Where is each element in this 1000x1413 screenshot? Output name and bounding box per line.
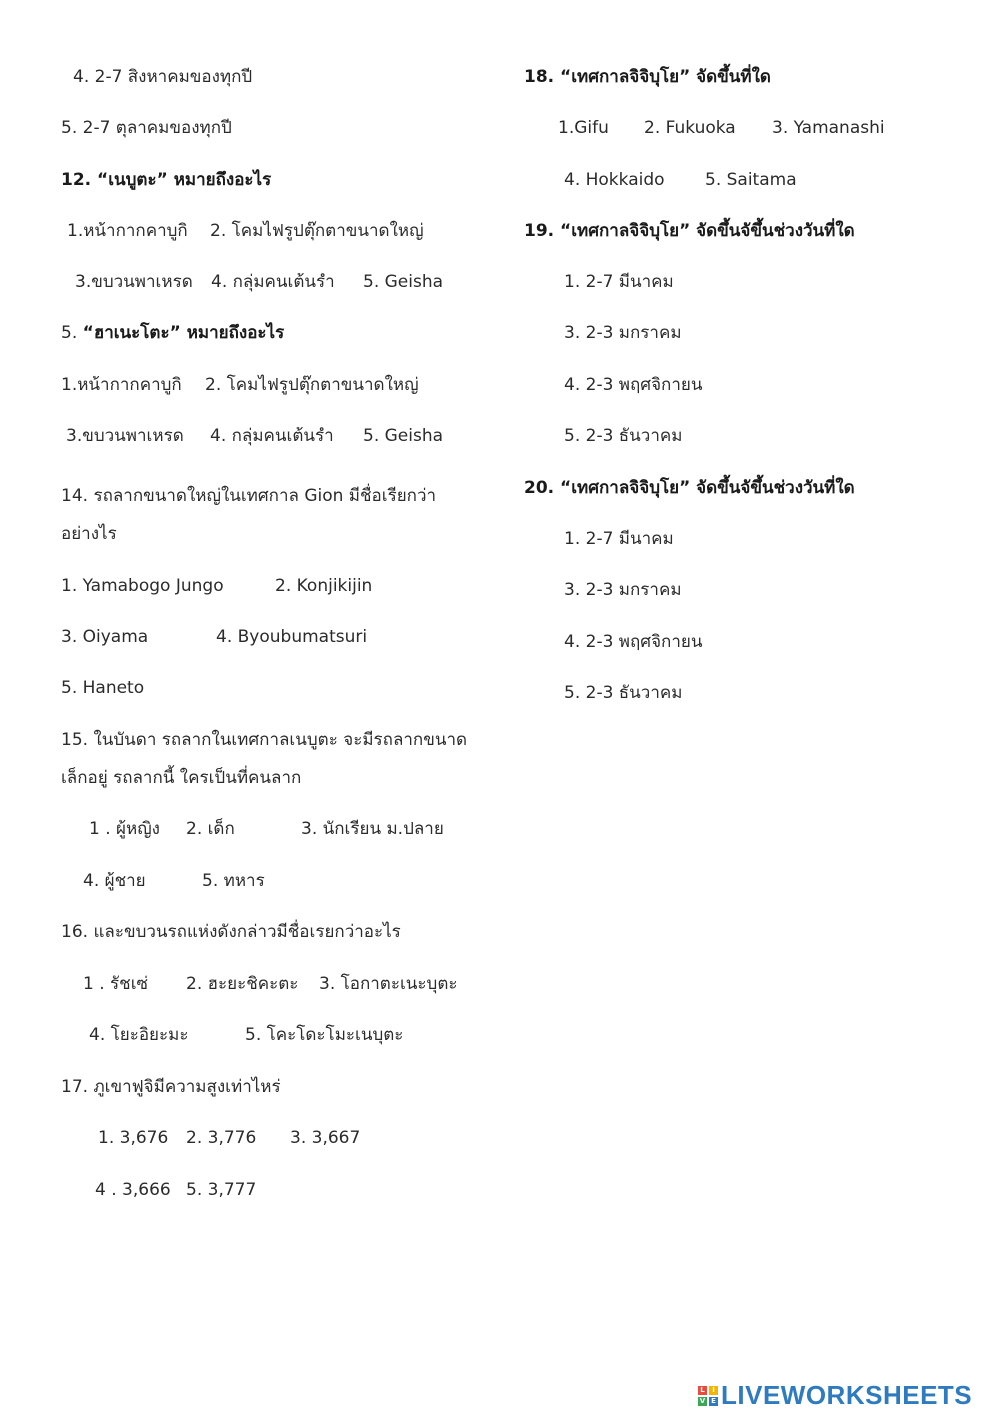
liveworksheets-logo[interactable] <box>698 1380 972 1411</box>
q20-option-1: 1. 2-7 มีนาคม <box>564 529 674 549</box>
q13-option-5: 5. Geisha <box>363 426 444 446</box>
q19-option-3: 3. 2-3 มกราคม <box>564 323 682 343</box>
q20-option-3: 3. 2-3 มกราคม <box>564 580 682 600</box>
q18-question: 18. “เทศกาลจิจิบุโย” จัดขึ้นที่ใด <box>524 67 771 87</box>
q17-option-4: 4 . 3,666 <box>95 1180 171 1200</box>
q18-option-2: 2. Fukuoka <box>644 118 736 138</box>
q15-option-5: 5. ทหาร <box>202 871 265 891</box>
q15-option-2: 2. เด็ก <box>186 819 235 839</box>
q14-option-2: 2. Konjikijin <box>275 576 373 596</box>
q16-option-5: 5. โคะโดะโมะเนบุตะ <box>245 1025 404 1045</box>
q13-option-4: 4. กลุ่มคนเต้นรำ <box>210 426 334 446</box>
q15-option-3: 3. นักเรียน ม.ปลาย <box>301 819 444 839</box>
q12-option-1: 1.หน้ากากคาบูกิ <box>67 221 188 241</box>
logo-letter-v: V <box>699 1396 706 1405</box>
q14-question-line-2: อย่างไร <box>61 524 117 544</box>
q20-option-4: 4. 2-3 พฤศจิกายน <box>564 632 703 652</box>
q12-option-5: 5. Geisha <box>363 272 444 292</box>
q20-question: 20. “เทศกาลจิจิบุโย” จัดขึ้นจัขึ้นช่วงวันที่ใด <box>524 478 855 498</box>
q18-option-4: 4. Hokkaido <box>564 170 665 190</box>
q14-option-4: 4. Byoubumatsuri <box>216 627 368 647</box>
logo-text: LIVEWORKSHEETS <box>721 1380 973 1410</box>
q13-option-3: 3.ขบวนพาเหรด <box>66 426 184 446</box>
q16-option-3: 3. โอกาตะเนะบุตะ <box>319 974 458 994</box>
q14-option-1: 1. Yamabogo Jungo <box>61 576 224 596</box>
q11-option-5: 5. 2-7 ตุลาคมของทุกปี <box>61 118 232 138</box>
q16-option-4: 4. โยะอิยะมะ <box>89 1025 189 1045</box>
q16-option-1: 1 . รัชเซ่ <box>83 974 149 994</box>
q16-option-2: 2. ฮะยะชิคะตะ <box>186 974 299 994</box>
logo-letter-l: L <box>698 1386 707 1395</box>
q19-question: 19. “เทศกาลจิจิบุโย” จัดขึ้นจัขึ้นช่วงวันที่ใด <box>524 221 855 241</box>
q14-question-line-1: 14. รถลากขนาดใหญ่ในเทศกาล Gion มีชื่อเรียกว่า <box>61 486 437 506</box>
q17-question: 17. ภูเขาฟูจิมีความสูงเท่าไหร่ <box>61 1077 281 1097</box>
q18-option-3: 3. Yamanashi <box>772 118 885 138</box>
q13-question-number: 5. <box>61 323 78 343</box>
q12-question: 12. “เนบูตะ” หมายถึงอะไร <box>61 170 272 190</box>
q19-option-4: 4. 2-3 พฤศจิกายน <box>564 375 703 395</box>
q17-option-3: 3. 3,667 <box>290 1128 361 1148</box>
q17-option-2: 2. 3,776 <box>186 1128 257 1148</box>
q12-option-4: 4. กลุ่มคนเต้นรำ <box>211 272 335 292</box>
q18-option-1: 1.Gifu <box>558 118 609 138</box>
logo-icon <box>698 1386 718 1406</box>
q15-question-line-2: เล็กอยู่ รถลากนี้ ใครเป็นที่คนลาก <box>61 768 302 788</box>
q17-option-1: 1. 3,676 <box>98 1128 169 1148</box>
q20-option-5: 5. 2-3 ธันวาคม <box>564 683 683 703</box>
q14-option-3: 3. Oiyama <box>61 627 149 647</box>
q19-option-1: 1. 2-7 มีนาคม <box>564 272 674 292</box>
q16-question: 16. และขบวนรถแห่งดังกล่าวมีชื่อเรยกว่าอะไร <box>61 922 401 942</box>
q13-question-text: “ฮาเนะโตะ” หมายถึงอะไร <box>82 323 285 343</box>
q11-option-4: 4. 2-7 สิงหาคมของทุกปี <box>73 67 253 87</box>
q12-option-2: 2. โคมไฟรูปตุ๊กตาขนาดใหญ่ <box>210 221 424 241</box>
q12-option-3: 3.ขบวนพาเหรด <box>75 272 193 292</box>
q15-option-4: 4. ผู้ชาย <box>83 871 146 891</box>
q19-option-5: 5. 2-3 ธันวาคม <box>564 426 683 446</box>
logo-letter-e: E <box>709 1397 718 1406</box>
q13-option-2: 2. โคมไฟรูปตุ๊กตาขนาดใหญ่ <box>205 375 419 395</box>
q13-option-1: 1.หน้ากากคาบูกิ <box>61 375 182 395</box>
q18-option-5: 5. Saitama <box>705 170 797 190</box>
q15-option-1: 1 . ผู้หญิง <box>89 819 160 839</box>
logo-letter-i: I <box>709 1386 718 1395</box>
q14-option-5: 5. Haneto <box>61 678 145 698</box>
q17-option-5: 5. 3,777 <box>186 1180 257 1200</box>
q15-question-line-1: 15. ในบันดา รถลากในเทศกาลเนบูตะ จะมีรถลากขนาด <box>61 730 468 750</box>
q13-question <box>61 322 284 344</box>
